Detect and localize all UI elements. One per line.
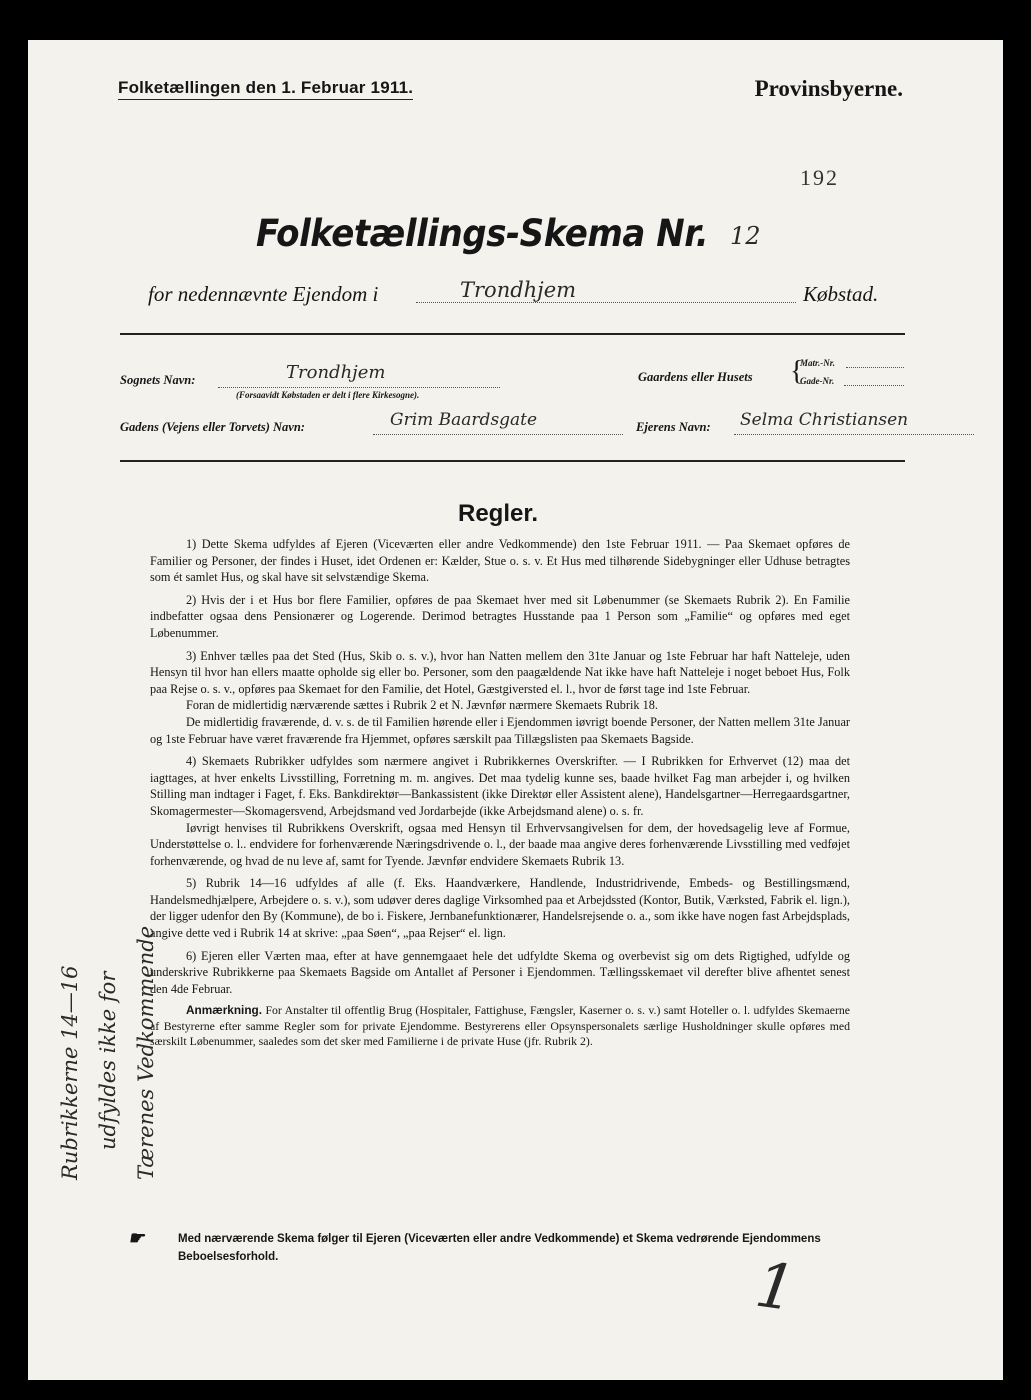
side-note bbox=[58, 900, 193, 1180]
rule-1: 1) Dette Skema udfyldes af Ejeren (Viceværten eller andre Vedkommende) den 1ste Februar 1911. — Paa Skemaet opføres de Familier og Personer, der findes i Huset, idet Ordenen er: Kælder, Stue o. s. v. Et Hus med tilhørende Sidebygninger eller Udhuse betragtes som ét samlet Hus, og skal have sit selvstændige Skema. bbox=[150, 537, 850, 585]
rule-3-absent: De midlertidig fraværende, d. v. s. de til Familien hørende eller i Ejendommen iøvrigt boende Personer, der Natten mellem 31te Januar og 1ste Februar have været fraværende fra Hjemmet, opføres særskilt paa Tillægslisten paa Skemaets Bagside. bbox=[150, 714, 850, 746]
property-line-prefix: for nedennævnte Ejendom i bbox=[148, 282, 379, 306]
remark-label: Anmærkning. bbox=[186, 1003, 263, 1018]
rule-5: 5) Rubrik 14—16 udfyldes af alle (f. Eks. Haandværkere, Handlende, Industridrivende, Embeds- og Bestillingsmænd, Handelsmedhjælpere, Arbejdere o. s. v.), som udøver deres daglige Virksomhed paa et Arbejdssted (Kontor, Butik, Værksted, Fabrik el. lign.), der ligger udenfor den By (Kommune), de bo i. Fiskere, Jernbanefunktionærer, Handelsrejsende o. a., som ikke have nogen fast Arbejdsplads, angive dette ved i Rubrik 14 at skrive: „paa Søen“, „paa Rejser“ el. lign. bbox=[150, 876, 850, 941]
side-note-line-3: Tærenes Vedkommende bbox=[134, 925, 158, 1180]
rule-4-further: Iøvrigt henvises til Rubrikkens Overskrift, ogsaa med Hensyn til Erhvervsangivelsen for dem, der hovedsagelig leve af Formue, Understøttelse o. l.. endvidere for forhenværende Næringsdrivende o. l., der baade maa angive deres forhenværende Livsstilling med vedføjet forhenværende, og hvad de nu leve af, samt for Tyende. Jævnfør endvidere Skemaets Rubrik 13. bbox=[150, 820, 850, 868]
matr-dotted-line bbox=[846, 367, 904, 368]
handwritten-owner: Selma Christiansen bbox=[740, 410, 909, 430]
remark bbox=[150, 1003, 850, 1049]
rule-6: 6) Ejeren eller Værten maa, efter at have gennemgaaet hele det udfyldte Skema og overbevist sig om dets Rigtighed, udfylde og underskrive Rubrikkerne paa Skemaets Bagside om Antallet af Personer i Ejendommen. Tællingsskemaet vil derefter blive afhentet senest den 4de Februar. bbox=[150, 948, 850, 996]
rule-2: 2) Hvis der i et Hus bor flere Familier, opføres de paa Skemaet hver med sit Løbenummer (se Skemaets Rubrik 2). En Familie indbefatter ogsaa dens Pensionærer og Logerende. Derimod betragtes Husstande paa 1 Person som „Familie“ og opføres med eget Løbenummer. bbox=[150, 592, 850, 640]
handwritten-town: Trondhjem bbox=[460, 278, 577, 302]
owner-label: Ejerens Navn: bbox=[636, 420, 711, 434]
rule-3-foran: Foran de midlertidig nærværende sættes i Rubrik 2 et N. Jævnfør nærmere Skemaets Rubrik 18. bbox=[186, 698, 659, 713]
stamp-number: 192 bbox=[800, 165, 839, 190]
divider-top bbox=[120, 333, 905, 335]
rule-4: 4) Skemaets Rubrikker udfyldes som nærmere angivet i Rubrikkernes Overskrifter. — I Rubrikken for Erhvervet (12) maa det iagttages, at hver enkelts Livsstilling, Forretning m. m. angives. Det maa tydelig kunne ses, baade hvilket Fag man arbejder i, og hvilken Stilling man indtager i Faget, f. Eks. Bankdirektør—Bankassistent (ikke Direktør eller Assistent alene), Handelsgartner—Herregaardsgartner, Skomagermester—Skomagersvend, Arbejdsmand ved Jordarbejde (ikke Arbejdsmand alene) o. s. fr. bbox=[150, 754, 850, 818]
pointing-hand-icon: ☛ bbox=[128, 1228, 145, 1248]
street-label: Gadens (Vejens eller Torvets) Navn: bbox=[120, 420, 305, 434]
farm-label: Gaardens eller Husets bbox=[638, 370, 753, 384]
gade-dotted-line bbox=[844, 385, 904, 386]
header-census-date: Folketællingen den 1. Februar 1911. bbox=[118, 78, 413, 100]
property-dotted-line bbox=[416, 302, 796, 303]
divider-bottom bbox=[120, 460, 905, 462]
handwritten-street: Grim Baardsgate bbox=[390, 410, 538, 430]
parish-note: (Forsaavidt Købstaden er delt i flere Kirkesogne). bbox=[236, 390, 420, 400]
side-note-line-1: Rubrikkerne 14—16 bbox=[58, 965, 82, 1180]
handwritten-form-number: 12 bbox=[730, 222, 761, 250]
side-note-line-2: udfyldes ikke for bbox=[96, 971, 120, 1150]
street-dotted-line bbox=[373, 434, 623, 435]
handwritten-stroke: 1 bbox=[751, 1247, 801, 1326]
census-form-page bbox=[28, 40, 1003, 1380]
parish-dotted-line bbox=[218, 387, 500, 388]
property-line-suffix: Købstad. bbox=[803, 282, 879, 306]
gade-label: Gade-Nr. bbox=[800, 376, 835, 386]
owner-dotted-line bbox=[734, 434, 974, 435]
header-region: Provinsbyerne. bbox=[754, 76, 903, 101]
rules-heading: Regler. bbox=[458, 500, 539, 527]
rule-3: 3) Enhver tælles paa det Sted (Hus, Skib o. s. v.), hvor han Natten mellem den 31te Januar og 1ste Februar har haft Natteleje, uden Hensyn til hvor han ellers maatte opholde sig eller bo. Personer, som den paagældende Nat ikke have haft Natteleje i noget beboet Hus, Folk paa Rejse o. s. v., opføres paa Skemaet for den Familie, det Hotel, Gæstgiversted el. l., hvor de først tage ind 1ste Februar. bbox=[150, 648, 850, 696]
rules-body bbox=[150, 536, 850, 1056]
form-title: Folketællings-Skema Nr. bbox=[256, 212, 709, 255]
remark-text: For Anstalter til offentlig Brug (Hospitaler, Fattighuse, Fængsler, Kaserner o. s. v.) samt Hoteller o. l. udfyldes Skemaerne af Bestyrerne efter samme Regler som for private Ejendomme. Bestyrerens eller Opsynspersonalets særlige Husholdninger skulle opføres med særskilt Løbenummer, saaledes som det sker med Familierne i de private Huse (jfr. Rubrik 2). bbox=[150, 1003, 851, 1049]
brace-glyph: { bbox=[790, 356, 804, 387]
handwritten-parish: Trondhjem bbox=[286, 362, 386, 383]
matr-label: Matr.-Nr. bbox=[800, 358, 836, 368]
parish-label: Sognets Navn: bbox=[120, 373, 196, 387]
footer-note: Med nærværende Skema følger til Ejeren (Viceværten eller andre Vedkommende) et Skema vedrørende Ejendommens Beboelsesforhold. bbox=[178, 1233, 821, 1263]
